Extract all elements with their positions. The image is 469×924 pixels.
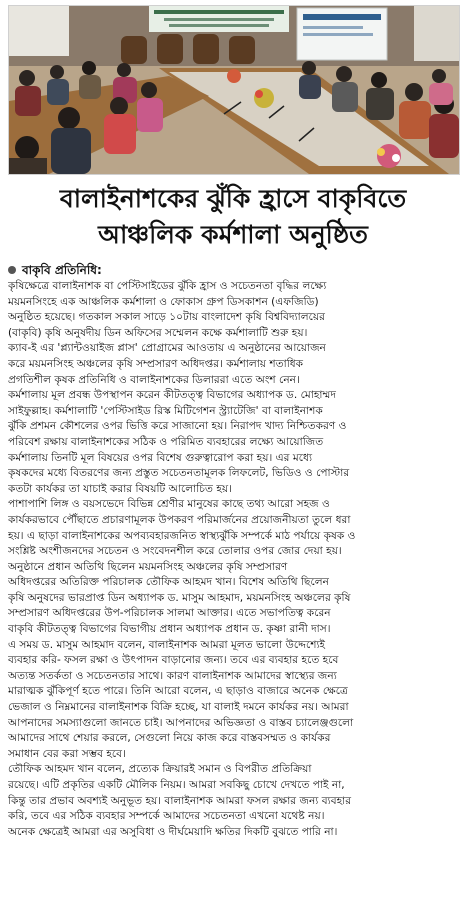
article-paragraph — [8, 497, 458, 559]
article-line: রয়েছে। এটি প্রকৃতির একটি মৌলিক নিয়ম। আমরা সবকিছু চোখে দেখতে পাই না, — [8, 779, 345, 791]
article-line: সংশ্লিষ্ট অংশীজনদের সচেতন ও সংবেদনশীল করে তোলার ওপর জোর দেয়া হয়। — [8, 545, 342, 558]
headline-line-2: আঞ্চলিক কর্মশালা অনুষ্ঠিত — [98, 220, 368, 249]
article-line: পাশাপাশি লিঙ্গ ও বয়সভেদে বিভিন্ন শ্রেণীর মানুষের কাছে তথ্য আরো সহজ ও — [8, 498, 330, 511]
article-line: ভেজাল ও নিম্নমানের বালাইনাশক বিক্রি হচ্ছে, যা বালাই দমনে কার্যকর নয়। আমরা — [8, 701, 349, 714]
article-line: কিন্তু তার প্রভাব অবশ্যই অনুভূত হয়। বালাইনাশক আমরা ফসল রক্ষার জন্য ব্যবহার — [8, 794, 352, 807]
article-paragraph — [8, 638, 458, 763]
article-paragraph — [8, 279, 458, 341]
article-paragraph — [8, 560, 458, 638]
article-line: তৌফিক আহমদ খান বলেন, প্রত্যেক ক্রিয়ারই সমান ও বিপরীত প্রতিক্রিয়া — [8, 763, 312, 776]
article-line: মারাত্মক ঝুঁকিপূর্ণ হতে পারে। তিনি আরো বলেন, এ ছাড়াও বাজারে অনেক ক্ষেত্রে — [8, 685, 348, 698]
article-line: ক্যাব-ই এর 'প্ল্যান্টওয়াইজ প্লাস' প্রোগ্রামের আওতায় এ অনুষ্ঠানের আয়োজন — [8, 342, 326, 355]
article-paragraph — [8, 762, 458, 840]
article-line: ঝুঁকি প্রশমন কৌশলের ওপর ভিত্তি করে সাজানো হয়। নিরাপদ খাদ্য নিশ্চিতকরণ ও — [8, 420, 347, 433]
article-line: সম্প্রসারণ অধিদপ্তরের উপ-পরিচালক সালমা আক্তার। এতে সভাপতিত্ব করেন — [8, 607, 331, 620]
article-line: ব্যবহার করি- ফসল রক্ষা ও উৎপাদন বাড়ানোর জন্য। তবে এর ব্যবহার হতে হবে — [8, 654, 339, 667]
article-line: কৃষি অনুষদের ভারপ্রাপ্ত ডিন অধ্যাপক ড. মাসুম আহমাদ, ময়মনসিংহ অঞ্চলের কৃষি — [8, 591, 351, 604]
article-line: কৃষিক্ষেত্রে বালাইনাশক বা পেস্টিসাইডের ঝুঁকি হ্রাস ও সচেতনতা বৃদ্ধির লক্ষ্যে — [8, 280, 327, 292]
article-line: অত্যন্ত সতর্কতা ও সচেতনতার সাথে। কারণ বালাইনাশক আমাদের স্বাস্থ্যের জন্য — [8, 669, 337, 682]
article-line: প্রগতিশীল কৃষক প্রতিনিধি ও বালাইনাশকের ডিলাররা এতে অংশ নেন। — [8, 373, 300, 386]
article-line: এ সময় ড. মাসুম আহমাদ বলেন, বালাইনাশক আমরা মূলত ভালো উদ্দেশ্যেই — [8, 638, 326, 651]
byline-text: বাকৃবি প্রতিনিধি: — [22, 263, 102, 277]
headline-line-1: বালাইনাশকের ঝুঁকি হ্রাসে বাকৃবিতে — [59, 184, 407, 213]
article-line: সমাধান বের করা সম্ভব হবে। — [8, 747, 126, 760]
article-line: সাইফুল্লাহ। কর্মশালাটি 'পেস্টিসাইড রিস্ক মিটিগেশন স্ট্র্যাটেজি' বা বালাইনাশক — [8, 404, 323, 417]
article-line: পরিবেশ রক্ষায় বালাইনাশকের সঠিক ও পরিমিত ব্যবহারের লক্ষ্যে আয়োজিত — [8, 435, 324, 448]
article-line: (বাকৃবি) কৃষি অনুষদীয় ডিন অফিসের সম্মেলন কক্ষে কর্মশালাটি শুরু হয়। — [8, 326, 308, 339]
article-line: কর্মশালায় তিনটি মূল বিষয়ের ওপর বিশেষ গুরুত্বারোপ করা হয়। এর মধ্যে — [8, 451, 313, 464]
article-line: অনেক ক্ষেত্রেই আমরা এর অসুবিধা ও দীর্ঘমেয়াদি ক্ষতির দিকটি বুঝতে পারি না। — [8, 825, 338, 838]
article-line: আপনাদের সমস্যাগুলো জানতে চাই। আপনাদের অভিজ্ঞতা ও বাস্তব চ্যালেঞ্জগুলো — [8, 716, 354, 729]
article-line: ময়মনসিংহে এক আঞ্চলিক কর্মশালা ও ফোকাস গ্রুপ ডিসকাশন (এফজিডি) — [8, 295, 319, 308]
article-line: করে ময়মনসিংহ অঞ্চলের কৃষি সম্প্রসারণ অধিদপ্তর। কর্মশালায় শতাধিক — [8, 357, 304, 370]
article-line: কর্মশালায় মূল প্রবন্ধ উপস্থাপন করেন কীটতত্ত্ব বিভাগের অধ্যাপক ড. মোহাম্মদ — [8, 389, 336, 402]
bullet-icon — [8, 266, 16, 274]
article-line: অনুষ্ঠানে প্রধান অতিথি ছিলেন ময়মনসিংহ অঞ্চলের কৃষি সম্প্রসারণ — [8, 560, 288, 573]
byline — [8, 262, 458, 278]
workshop-photo — [8, 5, 460, 175]
headline — [8, 181, 458, 253]
article-line: কৃষকদের মধ্যে বিতরণের জন্য প্রস্তুত সচেতনতামূলক লিফলেট, ভিডিও ও পোস্টার — [8, 467, 350, 480]
article-line: অধিদপ্তরের অতিরিক্ত পরিচালক তৌফিক আহমদ খান। বিশেষ অতিথি ছিলেন — [8, 576, 329, 589]
article-paragraph — [8, 341, 458, 388]
article-line: কার্যকরভাবে পৌঁছাতে প্রচারণামূলক উপকরণ পরিমার্জনের প্রয়োজনীয়তা তুলে ধরা — [8, 513, 351, 526]
article-line: আমাদের সাথে শেয়ার করলে, সেগুলো নিয়ে কাজ করে বাস্তবসম্মত ও কার্যকর — [8, 732, 331, 745]
article-line: কতটা কার্যকর তা যাচাই করার বিষয়টি আলোচিত হয়। — [8, 482, 232, 495]
article-line: বাকৃবি কীটতত্ত্ব বিভাগের বিভাগীয় প্রধান অধ্যাপক প্রধান ড. কৃষ্ণা রানী দাস। — [8, 623, 331, 636]
article-body — [8, 279, 458, 840]
article-line: হয়। এ ছাড়া বালাইনাশকের অপব্যবহারজনিত স্বাস্থ্যঝুঁকি সম্পর্কে মাঠ পর্যায়ে কৃষক ও — [8, 529, 356, 542]
article-line: অনুষ্ঠিত হয়েছে। গতকাল সকাল সাড়ে ১০টায় বাংলাদেশ কৃষি বিশ্ববিদ্যালয়ের — [8, 311, 325, 324]
article-paragraph — [8, 388, 458, 497]
article-line: করি, তবে এর সঠিক ব্যবহার সম্পর্কে আমাদের সচেতনতা এখনো যথেষ্ট নয়। — [8, 810, 325, 823]
